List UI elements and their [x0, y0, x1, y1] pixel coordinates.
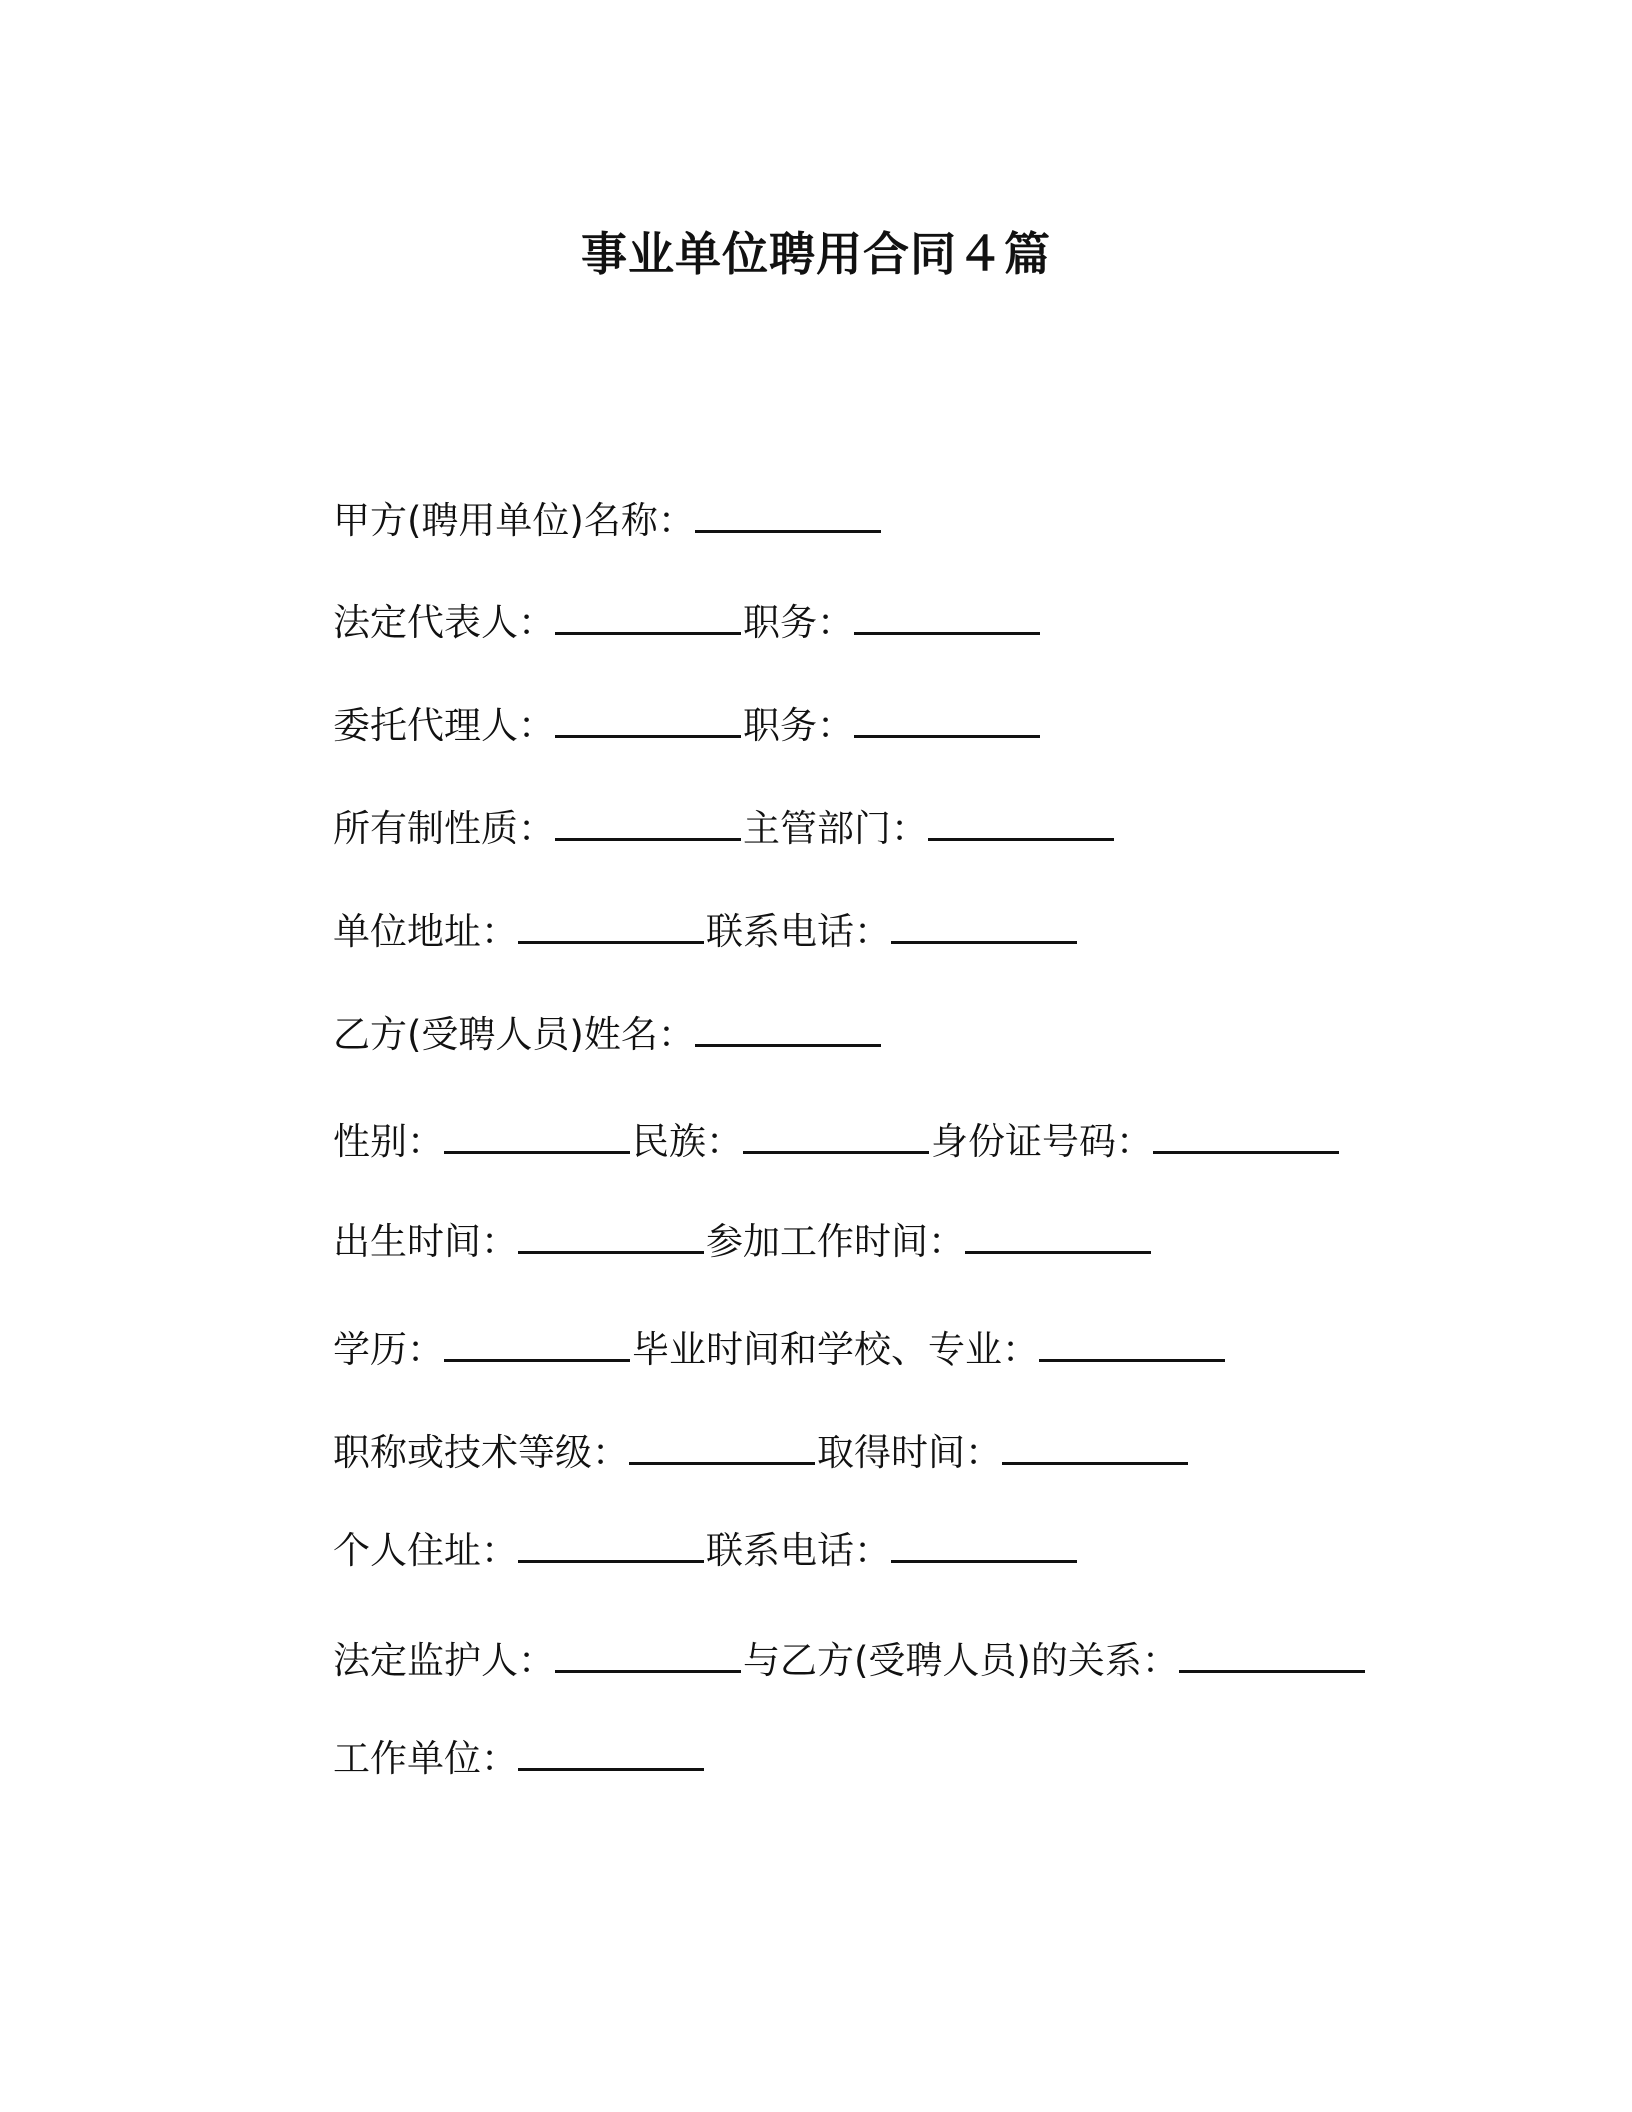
fill-blank — [518, 1526, 704, 1563]
field-label: 法定代表人： — [333, 601, 555, 644]
field-label: 工作单位： — [333, 1737, 518, 1780]
field-label: 参加工作时间： — [706, 1220, 965, 1263]
field-label: 法定监护人： — [333, 1639, 555, 1682]
fill-blank — [965, 1217, 1151, 1254]
field-label: 所有制性质： — [333, 807, 555, 850]
fill-blank — [1039, 1325, 1225, 1362]
fill-blank — [518, 1734, 704, 1771]
fill-blank — [891, 907, 1077, 944]
field-label: 取得时间： — [817, 1431, 1002, 1474]
field-label: 职务： — [743, 704, 854, 747]
fill-blank — [695, 496, 881, 533]
fill-blank — [854, 598, 1040, 635]
field-label: 民族： — [632, 1120, 743, 1163]
field-label: 联系电话： — [706, 910, 891, 953]
fill-blank — [695, 1010, 881, 1047]
form-line-personal-address — [333, 1526, 1079, 1575]
field-label: 主管部门： — [743, 807, 928, 850]
field-label: 职称或技术等级： — [333, 1431, 629, 1474]
fill-blank — [1179, 1636, 1365, 1673]
fill-blank — [1153, 1117, 1339, 1154]
fill-blank — [891, 1526, 1077, 1563]
field-label: 职务： — [743, 601, 854, 644]
form-line-party-b-name — [333, 1010, 883, 1059]
fill-blank — [555, 701, 741, 738]
fill-blank — [555, 1636, 741, 1673]
form-line-ownership — [333, 804, 1116, 853]
form-line-legal-representative — [333, 598, 1042, 647]
field-label: 甲方(聘用单位)名称： — [333, 499, 695, 542]
form-line-title-level — [333, 1428, 1190, 1477]
fill-blank — [555, 804, 741, 841]
fill-blank — [555, 598, 741, 635]
field-label: 身份证号码： — [931, 1120, 1153, 1163]
fill-blank — [518, 1217, 704, 1254]
form-line-education — [333, 1325, 1227, 1374]
fill-blank — [928, 804, 1114, 841]
fill-blank — [1002, 1428, 1188, 1465]
field-label: 学历： — [333, 1328, 444, 1371]
form-line-unit-address — [333, 907, 1079, 956]
form-line-gender-ethnicity-id — [333, 1117, 1341, 1166]
form-line-birth-work-time — [333, 1217, 1153, 1266]
field-label: 委托代理人： — [333, 704, 555, 747]
field-label: 乙方(受聘人员)姓名： — [333, 1013, 695, 1056]
form-line-party-a-name — [333, 496, 883, 545]
form-line-guardian — [333, 1636, 1367, 1685]
form-line-work-unit — [333, 1734, 706, 1783]
fill-blank — [444, 1325, 630, 1362]
field-label: 与乙方(受聘人员)的关系： — [743, 1639, 1179, 1682]
field-label: 出生时间： — [333, 1220, 518, 1263]
field-label: 联系电话： — [706, 1529, 891, 1572]
document-title: 事业单位聘用合同４篇 — [581, 227, 1051, 281]
field-label: 个人住址： — [333, 1529, 518, 1572]
fill-blank — [444, 1117, 630, 1154]
fill-blank — [518, 907, 704, 944]
fill-blank — [629, 1428, 815, 1465]
field-label: 性别： — [333, 1120, 444, 1163]
field-label: 单位地址： — [333, 910, 518, 953]
fill-blank — [743, 1117, 929, 1154]
field-label: 毕业时间和学校、专业： — [632, 1328, 1039, 1371]
fill-blank — [854, 701, 1040, 738]
form-line-authorized-agent — [333, 701, 1042, 750]
